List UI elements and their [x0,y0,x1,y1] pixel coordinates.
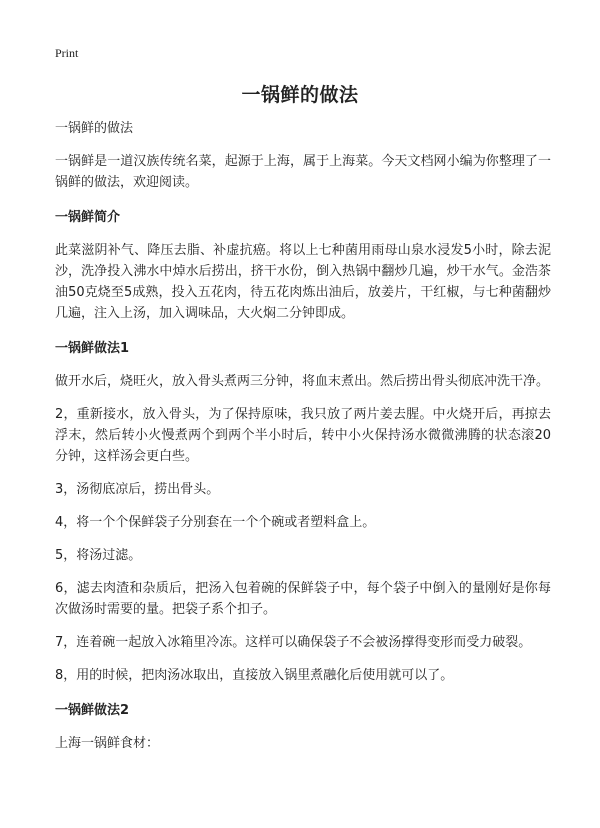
step-paragraph: 6，滤去肉渣和杂质后，把汤入包着碗的保鲜袋子中，每个袋子中倒入的量刚好是你每次做汤时需要的量。把袋子系个扣子。 [55,581,551,617]
ingredients-line: 上海一锅鲜食材： [55,736,160,751]
step-paragraph: 8，用的时候，把肉汤冰取出，直接放入锅里煮融化后使用就可以了。 [55,668,454,683]
intro-description-paragraph: 此菜滋阴补气、降压去脂、补虚抗癌。将以上七种菌用雨母山泉水浸发5小时，除去泥沙，洗净投入沸水中焯水后捞出，挤干水份，倒入热锅中翻炒几遍，炒干水气。金浩茶油50克烧至5成熟，投入五花肉，待五花肉炼出油后，放姜片，干红椒，与七种菌翻炒几遍，注入上汤，加入调味品，大火焖二分钟即成。 [55,243,551,321]
step-paragraph: 5，将汤过滤。 [55,548,142,563]
intro-paragraph: 一锅鲜是一道汉族传统名菜，起源于上海，属于上海菜。今天文档网小编为你整理了一锅鲜的做法，欢迎阅读。 [55,154,551,190]
section-heading-method1: 一锅鲜做法1 [55,341,130,356]
page-title: 一锅鲜的做法 [241,84,359,106]
step-paragraph: 做开水后，烧旺火，放入骨头煮两三分钟，将血末煮出。然后捞出骨头彻底冲洗干净。 [55,374,550,389]
section-heading-method2: 一锅鲜做法2 [55,703,130,718]
article-body [55,118,551,754]
step-paragraph: 2，重新接水，放入骨头，为了保持原味，我只放了两片姜去腥。中火烧开后，再掠去浮末，然后转小火慢煮两个到两个半小时后，转中小火保持汤水微微沸腾的状态滚20分钟，这样汤会更白些。 [55,407,551,464]
section-heading-intro: 一锅鲜简介 [55,210,121,225]
step-paragraph: 7，连着碗一起放入冰箱里冷冻。这样可以确保袋子不会被汤撑得变形而受力破裂。 [55,635,532,650]
print-link[interactable]: Print [55,46,79,60]
step-paragraph: 3，汤彻底凉后，捞出骨头。 [55,482,220,497]
step-paragraph: 4，将一个个保鲜袋子分别套在一个个碗或者塑料盒上。 [55,515,376,530]
article-subtitle: 一锅鲜的做法 [55,121,134,136]
